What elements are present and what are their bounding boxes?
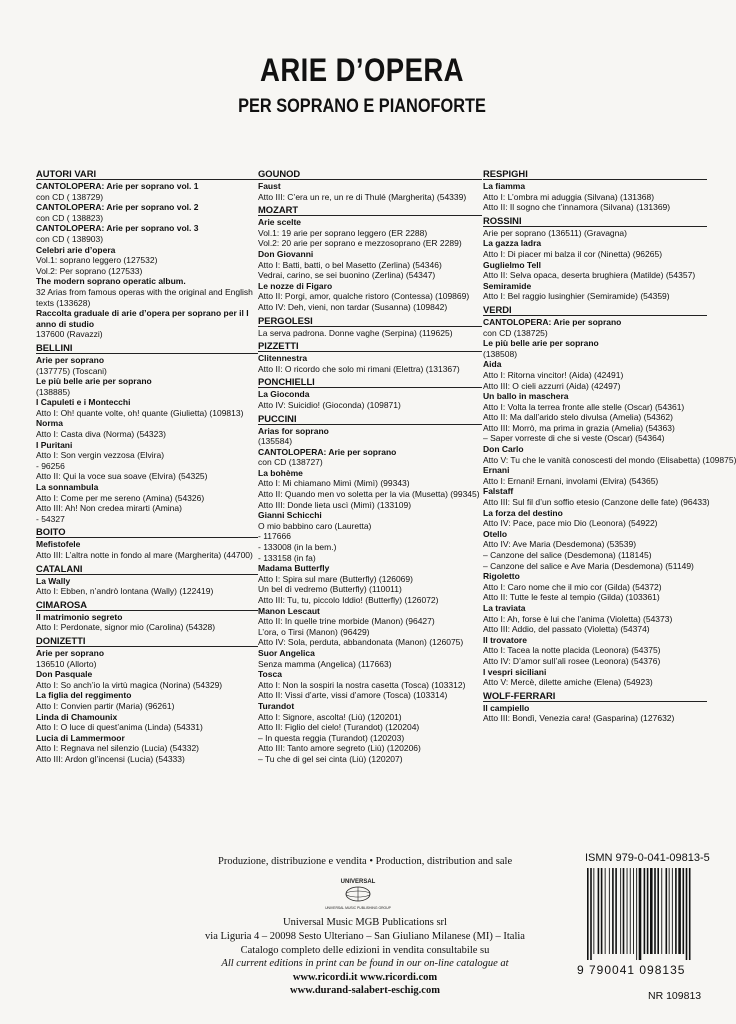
catalog-column-1 bbox=[36, 167, 258, 766]
aria-entry: Atto I: Signore, ascolta! (Liù) (120201) bbox=[258, 711, 402, 722]
aria-entry: Atto I: Mi chiamano Mimì (Mimì) (99343) bbox=[258, 478, 410, 489]
distribution-note: Produzione, distribuzione e vendita • Production, distribution and sale bbox=[218, 856, 513, 867]
aria-entry: 32 Arias from famous operas with the original and English texts (133628) bbox=[36, 286, 253, 308]
publisher-name: Universal Music MGB Publications srl bbox=[283, 917, 447, 928]
work-title: La fiamma bbox=[483, 181, 526, 191]
work-title: Gianni Schicchi bbox=[258, 510, 322, 521]
aria-entry: Atto I: Ah, forse è lui che l’anima (Violetta) (54373) bbox=[483, 613, 673, 624]
composer-section bbox=[36, 634, 258, 765]
catalog-column-3 bbox=[483, 167, 736, 725]
work-title: Le più belle arie per soprano bbox=[483, 338, 599, 349]
work-title: I vespri siciliani bbox=[483, 666, 547, 677]
aria-entry: Atto I: Perdonate, signor mio (Carolina) (54328) bbox=[36, 622, 216, 633]
aria-entry: Vol.1: soprano leggero (127532) bbox=[36, 255, 158, 266]
work-title: Manon Lescaut bbox=[258, 605, 320, 616]
composer-section bbox=[258, 375, 482, 410]
aria-entry: Atto I: O luce di quest’anima (Linda) (54331) bbox=[36, 722, 203, 733]
aria-entry: – Tu che di gel sei cinta (Liù) (120207) bbox=[258, 753, 403, 764]
work-title: CANTOLOPERA: Arie per soprano vol. 1 bbox=[36, 181, 199, 191]
aria-entry: Atto I: Bel raggio lusinghier (Semiramide) (54359) bbox=[483, 291, 670, 302]
aria-entry: - 133158 (in fa) bbox=[258, 552, 316, 563]
composer-heading: AUTORI VARI bbox=[36, 167, 258, 180]
work-title: La figlia del reggimento bbox=[36, 690, 132, 701]
work-title: Clitennestra bbox=[258, 353, 308, 364]
aria-entry: Atto I: Non la sospiri la nostra casetta (Tosca) (103312) bbox=[258, 679, 466, 690]
work-title: Semiramide bbox=[483, 280, 532, 291]
composer-section bbox=[36, 167, 258, 340]
work-title: Il trovatore bbox=[483, 634, 527, 645]
aria-entry: (135584) bbox=[258, 436, 293, 447]
work-title: I Capuleti e i Montecchi bbox=[36, 397, 131, 408]
barcode-bar bbox=[689, 868, 691, 960]
catalog-note-it: Catalogo completo delle edizioni in vendita consultabile su bbox=[240, 945, 490, 956]
work-title: Arias for soprano bbox=[258, 425, 329, 436]
aria-entry: Atto II: Quando men vo soletta per la via (Musetta) (99345) bbox=[258, 489, 480, 500]
aria-entry: Atto IV: Ave Maria (Desdemona) (53539) bbox=[483, 539, 637, 550]
work-title: Falstaff bbox=[483, 486, 514, 497]
logo-text: UNIVERSAL bbox=[340, 879, 376, 885]
work-title: Turandot bbox=[258, 700, 295, 711]
composer-heading: PIZZETTI bbox=[258, 339, 482, 352]
aria-entry: Atto IV: Sola, perduta, abbandonata (Manon) (126075) bbox=[258, 637, 464, 648]
barcode-bar bbox=[644, 868, 646, 954]
aria-entry: con CD ( 138729) bbox=[36, 191, 104, 202]
aria-entry: Atto III: Morrò, ma prima in grazia (Amelia) (54363) bbox=[483, 422, 675, 433]
aria-entry: Atto II: Qui la voce sua soave (Elvira) (54325) bbox=[36, 471, 208, 482]
composer-section bbox=[36, 525, 258, 560]
work-title: La Wally bbox=[36, 575, 71, 586]
composer-section bbox=[258, 167, 482, 202]
composer-section bbox=[258, 412, 482, 765]
page-subtitle: PER SOPRANO E PIANOFORTE bbox=[238, 96, 486, 117]
aria-entry: Atto III: Ah! Non credea mirarti (Amina) bbox=[36, 503, 182, 514]
composer-section bbox=[36, 341, 258, 525]
aria-entry: Atto I: Batti, batti, o bel Masetto (Zerlina) (54346) bbox=[258, 259, 442, 270]
aria-entry: Atto I: Tacea la notte placida (Leonora) (54375) bbox=[483, 645, 661, 656]
work-title: Il campiello bbox=[483, 702, 530, 713]
work-title: Celebri arie d’opera bbox=[36, 244, 116, 255]
barcode-bar bbox=[647, 868, 649, 954]
barcode-bar bbox=[590, 868, 592, 960]
aria-entry: Atto I: So anch’io la virtù magica (Norina) (54329) bbox=[36, 679, 223, 690]
aria-entry: Atto II: Porgi, amor, qualche ristoro (Contessa) (109869) bbox=[258, 291, 470, 302]
aria-entry: Atto I: L’ombra mi aduggia (Silvana) (131368) bbox=[483, 191, 655, 202]
composer-heading: PUCCINI bbox=[258, 412, 482, 425]
barcode-bar bbox=[675, 868, 677, 954]
aria-entry: Atto V: Tu che le vanità conoscesti del mondo (Elisabetta) (109875) bbox=[483, 454, 736, 465]
work-title: Arie per soprano bbox=[36, 647, 105, 658]
work-title: La forza del destino bbox=[483, 507, 563, 518]
work-title: La traviata bbox=[483, 602, 526, 613]
aria-entry: Atto II: Selva opaca, deserta brughiera (Matilde) (54357) bbox=[483, 270, 696, 281]
aria-entry: Atto III: Tu, tu, piccolo Iddio! (Butterfly) (126072) bbox=[258, 595, 439, 605]
aria-entry: Atto IV: Deh, vieni, non tardar (Susanna) (109842) bbox=[258, 301, 448, 312]
work-title: Lucia di Lammermoor bbox=[36, 732, 125, 743]
aria-entry: Atto II: Tutte le feste al tempio (Gilda) (103361) bbox=[483, 592, 660, 603]
work-title: Suor Angelica bbox=[258, 647, 315, 658]
composer-heading: CATALANI bbox=[36, 562, 258, 575]
work-title: Arie per soprano bbox=[36, 354, 105, 365]
work-title: Norma bbox=[36, 418, 63, 429]
work-title: La sonnambula bbox=[36, 482, 99, 493]
aria-entry: La serva padrona. Donne vaghe (Serpina) (119625) bbox=[258, 327, 453, 338]
work-title: CANTOLOPERA: Arie per soprano bbox=[258, 446, 397, 457]
aria-entry: Atto III: Tanto amore segreto (Liù) (120206) bbox=[258, 743, 421, 754]
composer-heading: PONCHIELLI bbox=[258, 375, 482, 388]
aria-entry: (138508) bbox=[483, 348, 518, 359]
work-title: CANTOLOPERA: Arie per soprano vol. 3 bbox=[36, 223, 199, 234]
work-title: Guglielmo Tell bbox=[483, 259, 541, 270]
aria-entry: Atto III: Sul fil d’un soffio etesio (Canzone delle fate) (96433) bbox=[483, 497, 710, 508]
work-title: CANTOLOPERA: Arie per soprano vol. 2 bbox=[36, 202, 199, 213]
composer-heading: DONIZETTI bbox=[36, 634, 258, 647]
barcode-bar bbox=[683, 868, 685, 954]
barcode-digits: 9 790041 098135 bbox=[577, 963, 686, 977]
aria-entry: con CD ( 138823) bbox=[36, 212, 104, 223]
aria-entry: - 96256 bbox=[36, 460, 65, 471]
aria-entry: Atto I: Caro nome che il mio cor (Gilda) (54372) bbox=[483, 581, 662, 592]
aria-entry: - 117666 bbox=[258, 531, 291, 542]
work-title: Don Pasquale bbox=[36, 669, 93, 680]
barcode-bar bbox=[678, 868, 681, 954]
work-title: La Gioconda bbox=[258, 389, 310, 400]
barcode-bar bbox=[593, 868, 594, 954]
composer-heading: GOUNOD bbox=[258, 167, 482, 180]
aria-entry: Atto I: Ebben, n’andrò lontana (Wally) (122419) bbox=[36, 586, 214, 597]
universal-logo-icon bbox=[318, 874, 398, 914]
composer-section bbox=[483, 303, 736, 688]
aria-entry: Atto I: Son vergin vezzosa (Elvira) bbox=[36, 450, 165, 461]
aria-entry: Vol.1: 19 arie per soprano leggero (ER 2288) bbox=[258, 227, 428, 238]
composer-heading: PERGOLESI bbox=[258, 314, 482, 327]
composer-heading: BOITO bbox=[36, 525, 258, 538]
barcode-bar bbox=[609, 868, 610, 954]
aria-entry: Atto IV: Pace, pace mio Dio (Leonora) (54922) bbox=[483, 518, 658, 529]
composer-section bbox=[483, 689, 707, 724]
aria-entry: Atto I: Volta la terrea fronte alle stelle (Oscar) (54361) bbox=[483, 401, 685, 412]
barcode-bar bbox=[620, 868, 621, 954]
aria-entry: con CD ( 138903) bbox=[36, 233, 104, 244]
barcode-bar bbox=[627, 868, 628, 954]
work-title: Le nozze di Figaro bbox=[258, 280, 333, 291]
composer-section bbox=[483, 167, 707, 213]
aria-entry: – Canzone del salice e Ave Maria (Desdemona) (51149) bbox=[483, 560, 694, 571]
work-title: CANTOLOPERA: Arie per soprano bbox=[483, 316, 622, 327]
composer-heading: WOLF-FERRARI bbox=[483, 689, 707, 702]
barcode-bar bbox=[633, 868, 634, 954]
page-title: ARIE D’OPERA bbox=[260, 52, 464, 88]
aria-entry: Atto I: Come per me sereno (Amina) (54326) bbox=[36, 492, 205, 503]
aria-entry: Senza mamma (Angelica) (117663) bbox=[258, 658, 392, 669]
work-title: Madama Butterfly bbox=[258, 563, 330, 574]
work-title: Le più belle arie per soprano bbox=[36, 376, 152, 387]
aria-entry: Atto II: In quelle trine morbide (Manon) (96427) bbox=[258, 616, 435, 627]
barcode-icon bbox=[585, 868, 698, 960]
barcode-bar bbox=[669, 868, 670, 954]
composer-section bbox=[258, 203, 482, 312]
work-title: Rigoletto bbox=[483, 571, 520, 582]
aria-entry: Un bel dì vedremo (Butterfly) (110011) bbox=[258, 584, 402, 595]
publisher-urls[interactable]: www.ricordi.it www.ricordi.com bbox=[292, 972, 438, 983]
aria-entry: - 133008 (in la bem.) bbox=[258, 542, 337, 553]
aria-entry: 137600 (Ravazzi) bbox=[36, 329, 103, 340]
aria-entry: Atto I: Ritorna vincitor! (Aida) (42491) bbox=[483, 369, 624, 380]
barcode-bar bbox=[630, 868, 631, 954]
work-title: Mefistofele bbox=[36, 539, 81, 550]
aria-entry: Atto II: Ma dall’arido stelo divulsa (Amelia) (54362) bbox=[483, 412, 673, 423]
barcode-bar bbox=[654, 868, 656, 954]
work-title: La bohème bbox=[258, 467, 303, 478]
composer-section bbox=[36, 562, 258, 597]
aria-entry: Arie per soprano (136511) (Gravagna) bbox=[483, 227, 627, 238]
barcode-bar bbox=[666, 868, 668, 954]
barcode-bar bbox=[686, 868, 688, 960]
aria-entry: O mio babbino caro (Lauretta) bbox=[258, 520, 372, 531]
work-title: Aida bbox=[483, 359, 502, 370]
work-title: Linda di Chamounix bbox=[36, 711, 118, 722]
aria-entry: Atto I: Convien partir (Maria) (96261) bbox=[36, 700, 175, 711]
aria-entry: Atto III: O cieli azzurri (Aida) (42497) bbox=[483, 380, 621, 391]
barcode-bar bbox=[650, 868, 653, 954]
barcode-bar bbox=[587, 868, 589, 960]
aria-entry: (138885) bbox=[36, 386, 71, 397]
aria-entry: Atto I: Casta diva (Norma) (54323) bbox=[36, 429, 166, 440]
aria-entry: Atto III: Donde lieta uscì (Mimì) (133109) bbox=[258, 499, 412, 510]
barcode-bar bbox=[661, 868, 662, 954]
aria-entry: Atto IV: D’amor sull’ali rosee (Leonora) (54376) bbox=[483, 655, 661, 666]
catalog-column-2 bbox=[258, 167, 482, 766]
aria-entry: Atto III: Bondì, Venezia cara! (Gasparina) (127632) bbox=[483, 713, 675, 724]
logo-subtext: UNIVERSAL MUSIC PUBLISHING GROUP bbox=[325, 906, 391, 910]
aria-entry: Atto IV: Suicidio! (Gioconda) (109871) bbox=[258, 399, 401, 410]
composer-heading: RESPIGHI bbox=[483, 167, 707, 180]
aria-entry: – Saper vorreste di che si veste (Oscar) (54364) bbox=[483, 433, 665, 444]
aria-entry: Vol.2: Per soprano (127533) bbox=[36, 265, 143, 276]
barcode-bar bbox=[605, 868, 606, 954]
composer-heading: MOZART bbox=[258, 203, 482, 216]
aria-entry: Atto II: Figlio del cielo! (Turandot) (120204) bbox=[258, 722, 420, 733]
work-title: Don Carlo bbox=[483, 444, 524, 455]
aria-entry: - 54327 bbox=[36, 513, 65, 524]
barcode-bar bbox=[612, 868, 614, 954]
barcode-bar bbox=[639, 868, 642, 960]
work-title: Il matrimonio segreto bbox=[36, 611, 123, 622]
work-title: Raccolta graduale di arie d’opera per soprano per il I anno di studio bbox=[36, 308, 249, 329]
barcode-bar bbox=[672, 868, 673, 954]
composer-section bbox=[258, 314, 482, 339]
barcode-bar bbox=[615, 868, 617, 954]
aria-entry: Atto III: Addio, del passato (Violetta) (54374) bbox=[483, 624, 650, 635]
composer-heading: BELLINI bbox=[36, 341, 258, 354]
composer-section bbox=[483, 214, 707, 302]
aria-entry: – In questa reggia (Turandot) (120203) bbox=[258, 732, 405, 743]
composer-section bbox=[36, 598, 258, 633]
aria-entry: Atto I: Regnava nel silenzio (Lucia) (54332) bbox=[36, 743, 200, 754]
barcode-bar bbox=[657, 868, 659, 954]
aria-entry: L’ora, o Tirsi (Manon) (96429) bbox=[258, 626, 370, 637]
aria-entry: – Canzone del salice (Desdemona) (118145) bbox=[483, 550, 652, 560]
work-title: La gazza ladra bbox=[483, 238, 542, 249]
barcode-bar bbox=[623, 868, 625, 954]
work-title: Arie scelte bbox=[258, 217, 301, 228]
work-title: I Puritani bbox=[36, 439, 73, 450]
composer-heading: ROSSINI bbox=[483, 214, 707, 227]
work-title: Tosca bbox=[258, 669, 282, 680]
aria-entry: Atto III: C’era un re, un re di Thulé (Margherita) (54339) bbox=[258, 191, 467, 202]
work-title: The modern soprano operatic album. bbox=[36, 276, 186, 287]
aria-entry: Atto II: Il sogno che t’innamora (Silvana) (131369) bbox=[483, 202, 671, 213]
composer-section bbox=[258, 339, 482, 374]
barcode-bar bbox=[601, 868, 603, 954]
publisher-address: via Liguria 4 – 20098 Sesto Ulteriano – San Giuliano Milanese (MI) – Italia bbox=[205, 931, 525, 942]
durand-url[interactable]: www.durand-salabert-eschig.com bbox=[290, 985, 440, 996]
aria-entry: Atto II: O ricordo che solo mi rimani (Elettra) (131367) bbox=[258, 363, 460, 374]
aria-entry: Atto III: L’altra notte in fondo al mare (Margherita) (44700) bbox=[36, 550, 253, 560]
work-title: Faust bbox=[258, 181, 281, 191]
aria-entry: Atto II: Vissi d’arte, vissi d’amore (Tosca) (103314) bbox=[258, 690, 448, 701]
aria-entry: Atto I: Di piacer mi balza il cor (Ninetta) (96265) bbox=[483, 248, 663, 259]
aria-entry: con CD (138727) bbox=[258, 457, 323, 468]
aria-entry: con CD (138725) bbox=[483, 327, 548, 338]
composer-heading: CIMAROSA bbox=[36, 598, 258, 611]
work-title: Ernani bbox=[483, 465, 510, 476]
ismn-code: ISMN 979-0-041-09813-5 bbox=[585, 852, 710, 864]
aria-entry: Atto III: Ardon gl’incensi (Lucia) (54333) bbox=[36, 753, 185, 764]
work-title: Otello bbox=[483, 528, 508, 539]
aria-entry: Vol.2: 20 arie per soprano e mezzosoprano (ER 2289) bbox=[258, 238, 462, 249]
aria-entry: Atto I: Oh! quante volte, oh! quante (Giulietta) (109813) bbox=[36, 407, 244, 418]
aria-entry: (137775) (Toscani) bbox=[36, 365, 107, 376]
aria-entry: Vedrai, carino, se sei buonino (Zerlina) (54347) bbox=[258, 270, 436, 281]
aria-entry: 136510 (Allorto) bbox=[36, 658, 97, 669]
catalog-note-en: All current editions in print can be found in our on-line catalogue at bbox=[221, 958, 509, 969]
catalog-number: NR 109813 bbox=[648, 990, 702, 1002]
barcode-bar bbox=[598, 868, 600, 954]
aria-entry: Atto I: Spira sul mare (Butterfly) (126069) bbox=[258, 573, 413, 584]
work-title: Un ballo in maschera bbox=[483, 391, 569, 402]
aria-entry: Atto V: Mercè, dilette amiche (Elena) (54923) bbox=[483, 677, 653, 688]
barcode-bar bbox=[636, 868, 637, 960]
composer-heading: VERDI bbox=[483, 303, 707, 316]
aria-entry: Atto I: Ernani! Ernani, involami (Elvira) (54365) bbox=[483, 475, 659, 486]
work-title: Don Giovanni bbox=[258, 248, 314, 259]
